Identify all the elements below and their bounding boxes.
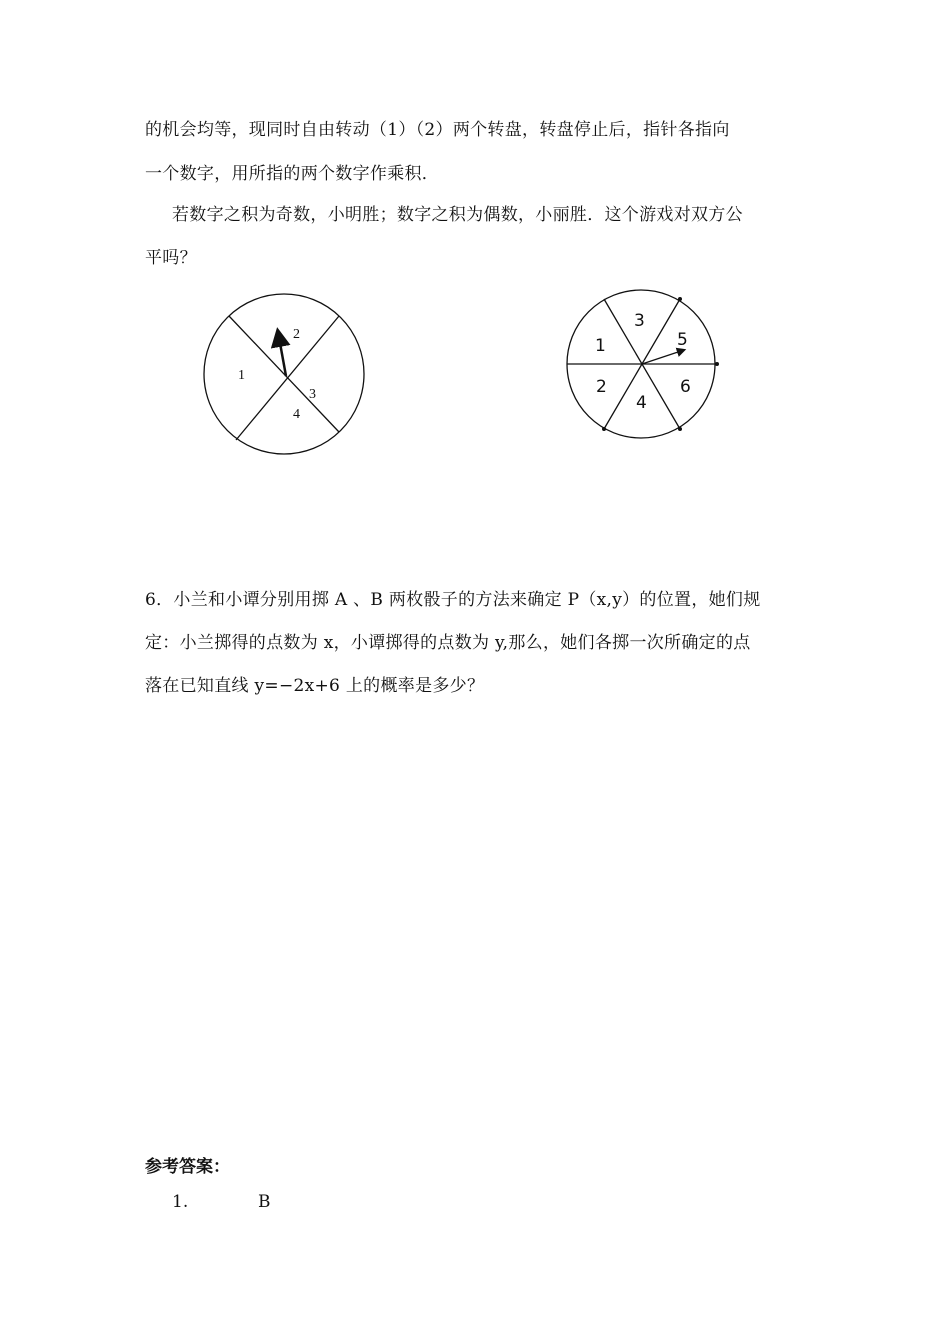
- spinner-1-divider: [236, 316, 339, 440]
- spinner-1: [204, 294, 364, 454]
- answer-value: B: [258, 1192, 271, 1212]
- spinner-1-sector-label: 3: [309, 387, 316, 402]
- spinner-2: [567, 290, 719, 438]
- spinner-1-sector-label: 4: [293, 407, 300, 422]
- problem6-line2: 定：小兰掷得的点数为 x，小谭掷得的点数为 y,那么，她们各掷一次所确定的点: [145, 633, 751, 653]
- spinner-1-sector-label: 1: [238, 368, 245, 383]
- problem5-line3: 若数字之积为奇数，小明胜；数字之积为偶数，小丽胜．这个游戏对双方公: [172, 205, 743, 225]
- spinner-2-sector-label: 5: [677, 330, 688, 350]
- problem5-line2: 一个数字，用所指的两个数字作乘积．: [145, 164, 440, 184]
- spinner-2-sector-label: 3: [634, 311, 645, 331]
- spinner-2-sector-label: 6: [680, 377, 691, 397]
- spinner-2-rim-dot: [678, 297, 682, 301]
- spinner-2-rim-dot: [715, 362, 719, 366]
- spinner-2-rim-dot: [678, 427, 682, 431]
- problem5-line4: 平吗？: [145, 248, 197, 268]
- spinner-2-sector-label: 4: [636, 393, 647, 413]
- spinner-1-divider: [229, 316, 339, 432]
- problem6-line1: 6．小兰和小谭分别用掷 A 、B 两枚骰子的方法来确定 P（x,y）的位置，她们规: [145, 590, 761, 610]
- spinner-1-sector-label: 2: [293, 327, 300, 342]
- spinner-2-rim-dot: [602, 427, 606, 431]
- problem5-line1: 的机会均等，现同时自由转动（1）（2）两个转盘，转盘停止后，指针各指向: [145, 120, 730, 140]
- answers-heading: 参考答案：: [145, 1157, 230, 1177]
- answer-number: 1.: [172, 1192, 189, 1212]
- spinner-2-sector-label: 2: [596, 377, 607, 397]
- problem6-line3: 落在已知直线 y=−2x+6 上的概率是多少？: [145, 676, 485, 696]
- spinner-2-sector-label: 1: [595, 336, 606, 356]
